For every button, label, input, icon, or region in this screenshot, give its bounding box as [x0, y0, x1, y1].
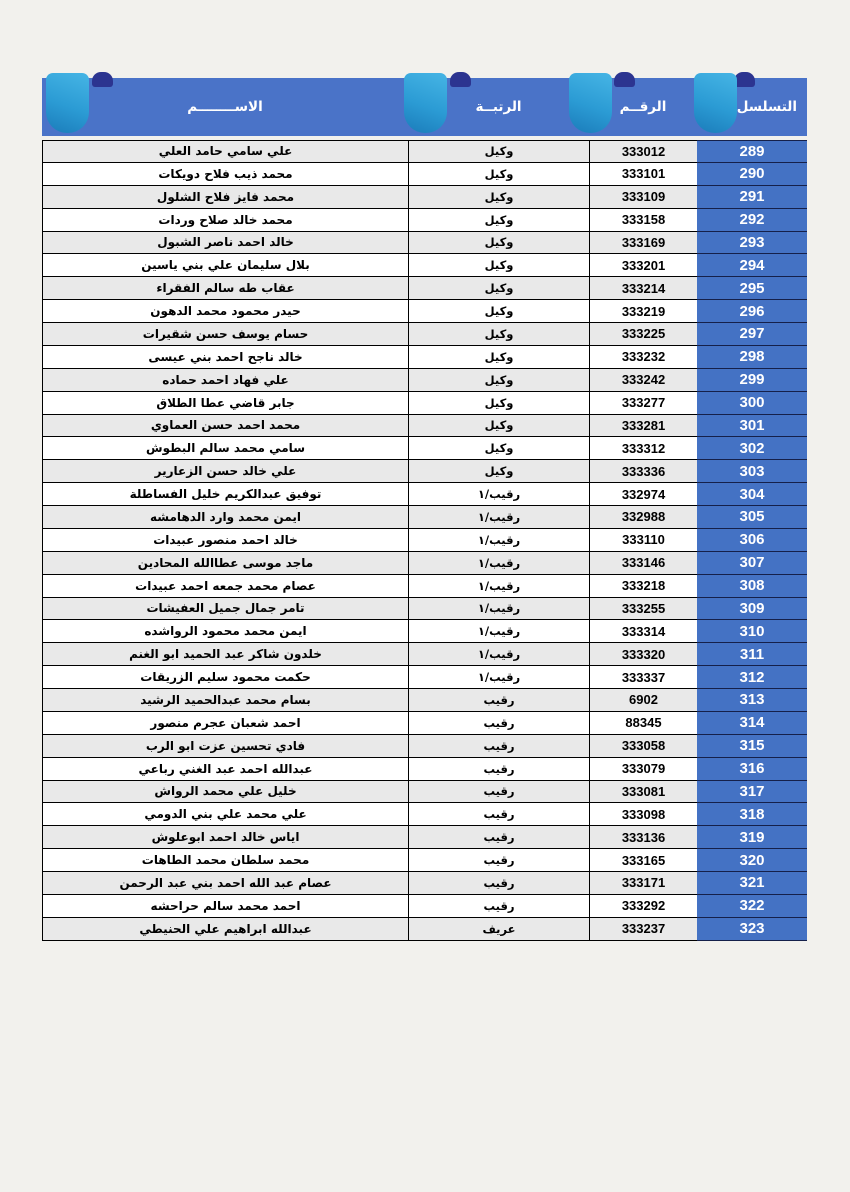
number-cell: 333219	[589, 300, 697, 323]
rank-cell: رقيب/١	[408, 666, 589, 689]
rank-cell: عريف	[408, 918, 589, 941]
number-cell: 333109	[589, 186, 697, 209]
number-cell: 333058	[589, 735, 697, 758]
serial-cell: 305	[697, 506, 807, 529]
number-cell: 6902	[589, 689, 697, 712]
serial-cell: 299	[697, 369, 807, 392]
rank-cell: رقيب/١	[408, 620, 589, 643]
name-cell: عبدالله ابراهيم علي الحنيطي	[42, 918, 408, 941]
serial-cell: 306	[697, 529, 807, 552]
number-cell: 333201	[589, 254, 697, 277]
rank-cell: رقيب/١	[408, 643, 589, 666]
name-cell: محمد فايز فلاح الشلول	[42, 186, 408, 209]
rank-cell: وكيل	[408, 369, 589, 392]
table-row	[42, 506, 807, 529]
serial-cell: 295	[697, 277, 807, 300]
name-cell: اياس خالد احمد ابوعلوش	[42, 826, 408, 849]
table-row	[42, 254, 807, 277]
number-cell: 333110	[589, 529, 697, 552]
name-cell: سامي محمد سالم البطوش	[42, 437, 408, 460]
number-cell: 333079	[589, 758, 697, 781]
table-row	[42, 140, 807, 163]
table-row	[42, 392, 807, 415]
serial-cell: 303	[697, 460, 807, 483]
rank-cell: رقيب	[408, 712, 589, 735]
name-cell: حيدر محمود محمد الدهون	[42, 300, 408, 323]
name-cell: حسام يوسف حسن شقيرات	[42, 323, 408, 346]
name-cell: تامر جمال جميل العفيشات	[42, 598, 408, 621]
column-header-name	[42, 78, 408, 136]
serial-cell: 298	[697, 346, 807, 369]
table-row	[42, 529, 807, 552]
number-cell: 88345	[589, 712, 697, 735]
rank-cell: وكيل	[408, 254, 589, 277]
serial-cell: 322	[697, 895, 807, 918]
number-cell: 333225	[589, 323, 697, 346]
serial-cell: 314	[697, 712, 807, 735]
serial-cell: 300	[697, 392, 807, 415]
rank-cell: رقيب	[408, 781, 589, 804]
serial-cell: 302	[697, 437, 807, 460]
rank-cell: وكيل	[408, 460, 589, 483]
table-row	[42, 575, 807, 598]
name-cell: خليل علي محمد الرواش	[42, 781, 408, 804]
serial-cell: 291	[697, 186, 807, 209]
table-row	[42, 460, 807, 483]
number-cell: 333158	[589, 209, 697, 232]
rank-cell: وكيل	[408, 300, 589, 323]
name-cell: محمد ذيب فلاح دويكات	[42, 163, 408, 186]
rank-cell: رقيب	[408, 689, 589, 712]
table-row	[42, 437, 807, 460]
serial-cell: 319	[697, 826, 807, 849]
serial-cell: 308	[697, 575, 807, 598]
rank-cell: رقيب/١	[408, 483, 589, 506]
name-cell: محمد سلطان محمد الطاهات	[42, 849, 408, 872]
name-cell: بلال سليمان علي بني ياسين	[42, 254, 408, 277]
column-header-serial-label: التسلسل	[736, 99, 797, 115]
number-cell: 333312	[589, 437, 697, 460]
rank-cell: رقيب	[408, 826, 589, 849]
rank-cell: رقيب/١	[408, 552, 589, 575]
number-cell: 333292	[589, 895, 697, 918]
rank-cell: وكيل	[408, 163, 589, 186]
rank-cell: وكيل	[408, 323, 589, 346]
serial-cell: 321	[697, 872, 807, 895]
serial-cell: 290	[697, 163, 807, 186]
number-cell: 333136	[589, 826, 697, 849]
serial-cell: 296	[697, 300, 807, 323]
number-cell: 333165	[589, 849, 697, 872]
table-row	[42, 895, 807, 918]
table-row	[42, 415, 807, 438]
table-row	[42, 483, 807, 506]
rank-cell: رقيب	[408, 803, 589, 826]
name-cell: خالد ناجح احمد بني عيسى	[42, 346, 408, 369]
number-cell: 333169	[589, 232, 697, 255]
number-cell: 333214	[589, 277, 697, 300]
table-row	[42, 803, 807, 826]
serial-cell: 293	[697, 232, 807, 255]
name-cell: بسام محمد عبدالحميد الرشيد	[42, 689, 408, 712]
personnel-table	[42, 78, 807, 941]
table-row	[42, 643, 807, 666]
number-cell: 333098	[589, 803, 697, 826]
number-cell: 333237	[589, 918, 697, 941]
serial-cell: 310	[697, 620, 807, 643]
serial-cell: 292	[697, 209, 807, 232]
name-cell: حكمت محمود سليم الزريقات	[42, 666, 408, 689]
name-cell: علي خالد حسن الزعارير	[42, 460, 408, 483]
rank-cell: وكيل	[408, 232, 589, 255]
name-cell: عصام محمد جمعه احمد عبيدات	[42, 575, 408, 598]
name-cell: علي محمد علي بني الدومي	[42, 803, 408, 826]
name-cell: محمد خالد صلاح وردات	[42, 209, 408, 232]
table-row	[42, 666, 807, 689]
table-row	[42, 277, 807, 300]
rank-cell: رقيب/١	[408, 575, 589, 598]
name-cell: خلدون شاكر عبد الحميد ابو الغنم	[42, 643, 408, 666]
name-cell: محمد احمد حسن العماوي	[42, 415, 408, 438]
column-header-number-label: الرقــم	[619, 99, 667, 115]
table-row	[42, 872, 807, 895]
serial-cell: 309	[697, 598, 807, 621]
number-cell: 333012	[589, 140, 697, 163]
table-row	[42, 346, 807, 369]
rank-cell: رقيب	[408, 849, 589, 872]
serial-cell: 316	[697, 758, 807, 781]
table-row	[42, 300, 807, 323]
number-cell: 333232	[589, 346, 697, 369]
table-row	[42, 552, 807, 575]
table-header-row	[42, 78, 807, 136]
name-cell: ماجد موسى عطاالله المحادين	[42, 552, 408, 575]
serial-cell: 294	[697, 254, 807, 277]
serial-cell: 304	[697, 483, 807, 506]
rank-cell: رقيب	[408, 758, 589, 781]
rank-cell: رقيب/١	[408, 506, 589, 529]
serial-cell: 315	[697, 735, 807, 758]
number-cell: 332974	[589, 483, 697, 506]
number-cell: 332988	[589, 506, 697, 529]
table-row	[42, 918, 807, 941]
serial-cell: 323	[697, 918, 807, 941]
number-cell: 333320	[589, 643, 697, 666]
name-cell: فادي تحسين عزت ابو الرب	[42, 735, 408, 758]
column-header-name-label: الاســــــــم	[187, 99, 263, 115]
table-row	[42, 369, 807, 392]
column-header-serial	[697, 78, 807, 136]
name-cell: ايمن محمد محمود الرواشده	[42, 620, 408, 643]
number-cell: 333146	[589, 552, 697, 575]
rank-cell: وكيل	[408, 277, 589, 300]
serial-cell: 317	[697, 781, 807, 804]
table-row	[42, 232, 807, 255]
table-row	[42, 781, 807, 804]
serial-cell: 313	[697, 689, 807, 712]
serial-cell: 311	[697, 643, 807, 666]
number-cell: 333336	[589, 460, 697, 483]
table-row	[42, 186, 807, 209]
serial-cell: 301	[697, 415, 807, 438]
serial-cell: 307	[697, 552, 807, 575]
number-cell: 333081	[589, 781, 697, 804]
table-body	[42, 140, 807, 941]
rank-cell: رقيب	[408, 895, 589, 918]
column-header-rank	[408, 78, 589, 136]
number-cell: 333314	[589, 620, 697, 643]
rank-cell: وكيل	[408, 209, 589, 232]
rank-cell: رقيب/١	[408, 529, 589, 552]
serial-cell: 289	[697, 140, 807, 163]
rank-cell: رقيب	[408, 735, 589, 758]
name-cell: جابر قاضي عطا الطلاق	[42, 392, 408, 415]
name-cell: عصام عبد الله احمد بني عبد الرحمن	[42, 872, 408, 895]
table-row	[42, 758, 807, 781]
table-row	[42, 620, 807, 643]
number-cell: 333281	[589, 415, 697, 438]
number-cell: 333101	[589, 163, 697, 186]
table-row	[42, 826, 807, 849]
number-cell: 333277	[589, 392, 697, 415]
rank-cell: وكيل	[408, 346, 589, 369]
rank-cell: رقيب	[408, 872, 589, 895]
name-cell: عبدالله احمد عبد الغني رباعي	[42, 758, 408, 781]
name-cell: احمد محمد سالم حراحشه	[42, 895, 408, 918]
serial-cell: 318	[697, 803, 807, 826]
name-cell: ايمن محمد وارد الدهامشه	[42, 506, 408, 529]
number-cell: 333218	[589, 575, 697, 598]
name-cell: علي فهاد احمد حماده	[42, 369, 408, 392]
rank-cell: وكيل	[408, 392, 589, 415]
number-cell: 333242	[589, 369, 697, 392]
name-cell: توفيق عبدالكريم خليل الفساطلة	[42, 483, 408, 506]
name-cell: خالد احمد منصور عبيدات	[42, 529, 408, 552]
table-row	[42, 712, 807, 735]
rank-cell: وكيل	[408, 415, 589, 438]
number-cell: 333171	[589, 872, 697, 895]
name-cell: علي سامي حامد العلي	[42, 140, 408, 163]
table-row	[42, 209, 807, 232]
rank-cell: وكيل	[408, 140, 589, 163]
table-row	[42, 849, 807, 872]
name-cell: خالد احمد ناصر الشبول	[42, 232, 408, 255]
table-row	[42, 323, 807, 346]
table-row	[42, 598, 807, 621]
name-cell: احمد شعبان عجرم منصور	[42, 712, 408, 735]
table-row	[42, 689, 807, 712]
name-cell: عقاب طه سالم الفقراء	[42, 277, 408, 300]
rank-cell: رقيب/١	[408, 598, 589, 621]
rank-cell: وكيل	[408, 437, 589, 460]
column-header-number	[589, 78, 697, 136]
serial-cell: 320	[697, 849, 807, 872]
serial-cell: 312	[697, 666, 807, 689]
table-row	[42, 735, 807, 758]
serial-cell: 297	[697, 323, 807, 346]
rank-cell: وكيل	[408, 186, 589, 209]
table-row	[42, 163, 807, 186]
column-header-rank-label: الرتبــة	[475, 99, 522, 115]
number-cell: 333337	[589, 666, 697, 689]
number-cell: 333255	[589, 598, 697, 621]
